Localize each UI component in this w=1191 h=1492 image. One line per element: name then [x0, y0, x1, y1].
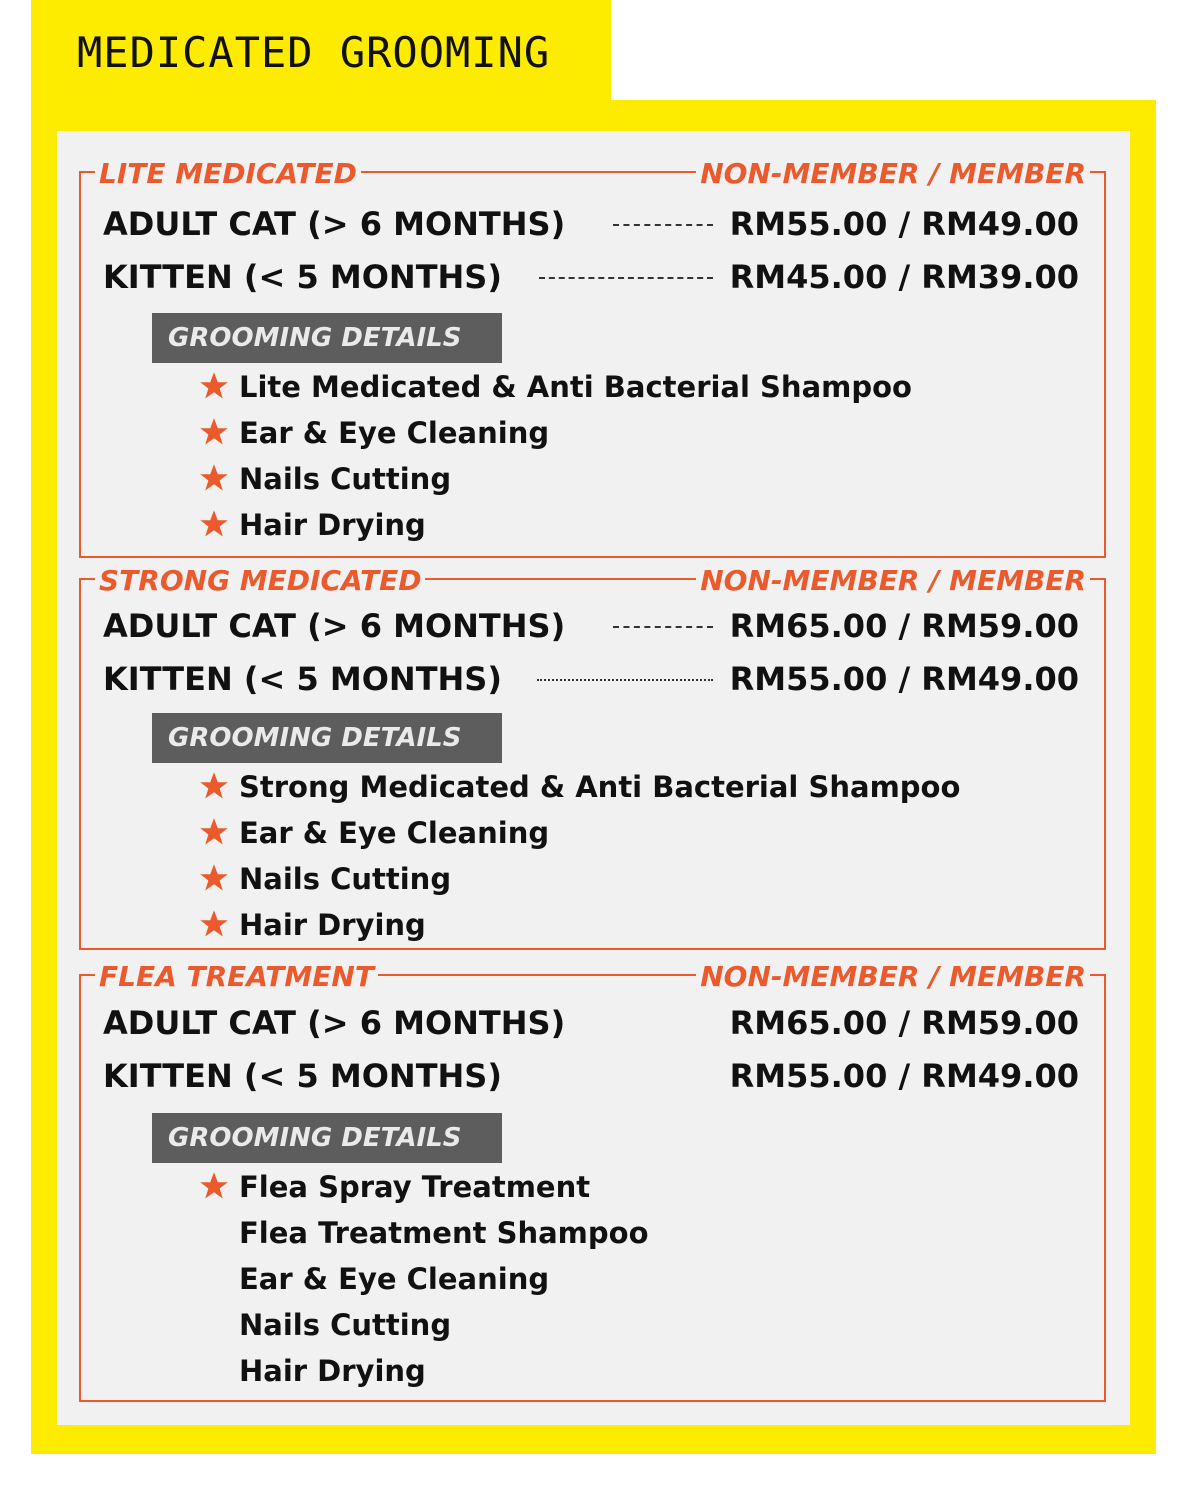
row-label: ADULT CAT (> 6 MONTHS) — [103, 205, 566, 243]
price-header: NON-MEMBER / MEMBER — [696, 962, 1090, 992]
detail-item-text: Ear & Eye Cleaning — [239, 416, 550, 450]
detail-item-text: Hair Drying — [239, 1354, 426, 1388]
star-icon — [199, 417, 229, 447]
row-price: RM55.00 / RM49.00 — [729, 660, 1079, 698]
price-row-adult — [103, 204, 1079, 244]
row-label: KITTEN (< 5 MONTHS) — [103, 1057, 502, 1095]
detail-item-text: Nails Cutting — [239, 862, 452, 896]
price-row-kitten — [103, 1056, 1079, 1096]
detail-item-text: Lite Medicated & Anti Bacterial Shampoo — [239, 370, 912, 404]
star-icon — [199, 1171, 229, 1201]
price-row-adult — [103, 606, 1079, 646]
flea-treatment-section — [79, 960, 1106, 1402]
row-price: RM55.00 / RM49.00 — [729, 1057, 1079, 1095]
price-row-kitten — [103, 257, 1079, 297]
grooming-details-badge: GROOMING DETAILS — [152, 1113, 502, 1163]
detail-item-text: Nails Cutting — [239, 1308, 452, 1342]
row-price: RM45.00 / RM39.00 — [729, 258, 1079, 296]
grooming-details-badge: GROOMING DETAILS — [152, 313, 502, 363]
detail-item-text: Nails Cutting — [239, 462, 452, 496]
strong-medicated-section — [79, 564, 1106, 950]
row-label: KITTEN (< 5 MONTHS) — [103, 660, 502, 698]
star-icon — [199, 371, 229, 401]
detail-item-text: Strong Medicated & Anti Bacterial Shampoo — [239, 770, 961, 804]
price-row-adult — [103, 1003, 1079, 1043]
detail-item-text: Flea Treatment Shampoo — [239, 1216, 649, 1250]
star-icon — [199, 817, 229, 847]
row-price: RM55.00 / RM49.00 — [729, 205, 1079, 243]
row-price: RM65.00 / RM59.00 — [729, 607, 1079, 645]
row-label: ADULT CAT (> 6 MONTHS) — [103, 607, 566, 645]
leader-dashes — [537, 679, 713, 681]
star-icon — [199, 863, 229, 893]
detail-item-text: Flea Spray Treatment — [239, 1170, 591, 1204]
price-header: NON-MEMBER / MEMBER — [696, 159, 1090, 189]
leader-dashes — [613, 224, 713, 226]
price-row-kitten — [103, 659, 1079, 699]
star-icon — [199, 463, 229, 493]
star-icon — [199, 509, 229, 539]
detail-item-text: Ear & Eye Cleaning — [239, 816, 550, 850]
leader-dashes — [613, 626, 713, 628]
star-icon — [199, 909, 229, 939]
row-label: KITTEN (< 5 MONTHS) — [103, 258, 502, 296]
star-icon — [199, 771, 229, 801]
detail-item-text: Ear & Eye Cleaning — [239, 1262, 550, 1296]
row-price: RM65.00 / RM59.00 — [729, 1004, 1079, 1042]
leader-dashes — [539, 277, 713, 279]
detail-item-text: Hair Drying — [239, 908, 426, 942]
price-header: NON-MEMBER / MEMBER — [696, 566, 1090, 596]
section-title: STRONG MEDICATED — [95, 566, 425, 596]
grooming-details-badge: GROOMING DETAILS — [152, 713, 502, 763]
detail-item-text: Hair Drying — [239, 508, 426, 542]
lite-medicated-section — [79, 157, 1106, 558]
section-title: FLEA TREATMENT — [95, 962, 378, 992]
page-title: MEDICATED GROOMING — [77, 28, 551, 77]
section-title: LITE MEDICATED — [95, 159, 361, 189]
row-label: ADULT CAT (> 6 MONTHS) — [103, 1004, 566, 1042]
